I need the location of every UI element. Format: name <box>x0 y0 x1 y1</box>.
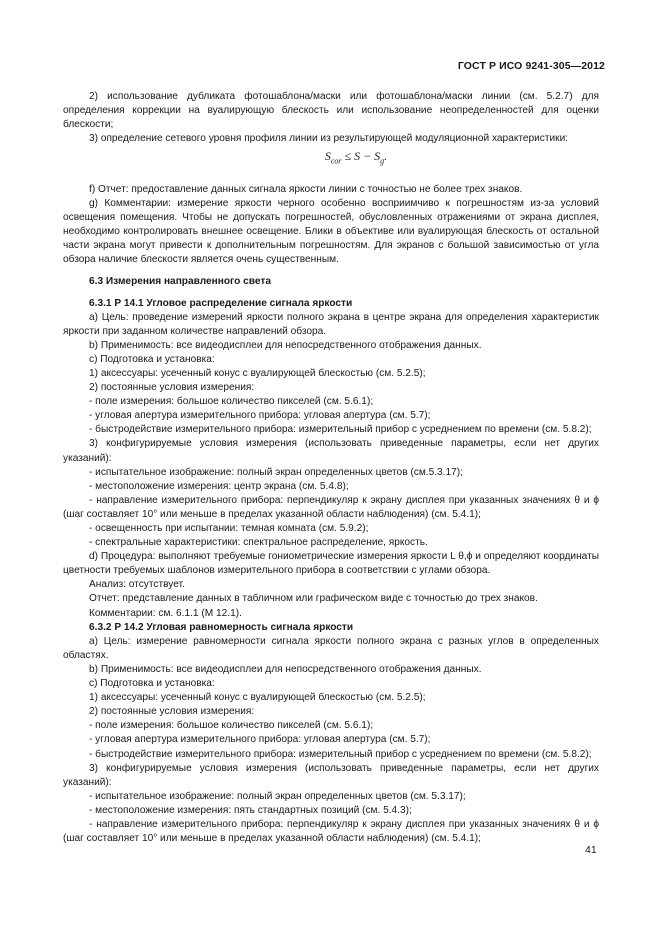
paragraph: 1) аксессуары: усеченный конус с вуалирующей блескостью (см. 5.2.5); <box>89 692 426 704</box>
paragraph: b) Применимость: все видеодисплеи для непосредственного отображения данных. <box>89 339 482 351</box>
paragraph: - поле измерения: большое количество пикселей (см. 5.6.1); <box>89 720 374 732</box>
document-body <box>63 90 599 846</box>
paragraph: - угловая апертура измерительного прибора: угловая апертура (см. 5.7); <box>89 734 431 746</box>
paragraph: - угловая апертура измерительного прибора: угловая апертура (см. 5.7); <box>89 410 431 422</box>
paragraph: - испытательное изображение: полный экран определенных цветов (см. 5.3.17); <box>89 790 466 802</box>
subsection-heading: 6.3.2 Р 14.2 Угловая равномерность сигнала яркости <box>89 621 354 633</box>
paragraph: 2) использование дубликата фотошаблона/маски или фотошаблона/маски линии (см. 5.2.7) для определения коррекции на вуалирующую блескость или использование неопределенностей для оценки блескости; <box>63 91 599 131</box>
paragraph: - быстродействие измерительного прибора: измерительный прибор с усреднением по времени (см. 5.8.2); <box>89 748 592 760</box>
paragraph: - местоположение измерения: центр экрана (см. 5.4.8); <box>89 480 349 492</box>
paragraph: 2) постоянные условия измерения: <box>89 706 255 718</box>
paragraph: 3) конфигурируемые условия измерения (использовать приведенные параметры, если нет других указаний): <box>63 438 599 464</box>
paragraph: а) Цель: проведение измерений яркости полного экрана в центре экрана для определения характеристик яркости при заданном количестве направлений обзора. <box>63 311 599 337</box>
paragraph: 3) определение сетевого уровня профиля линии из результирующей модуляционной характеристики: <box>89 133 569 145</box>
paragraph: - быстродействие измерительного прибора: измерительный прибор с усреднением по времени (см. 5.8.2); <box>89 424 592 436</box>
paragraph: c) Подготовка и установка: <box>89 678 215 690</box>
paragraph: 3) конфигурируемые условия измерения (использовать приведенные параметры, если нет других указаний): <box>63 762 599 788</box>
paragraph: - поле измерения: большое количество пикселей (см. 5.6.1); <box>89 396 374 408</box>
paragraph: Комментарии: см. 6.1.1 (М 12.1). <box>89 607 242 619</box>
paragraph: а) Цель: измерение равномерности сигнала яркости полного экрана с разных углов в определенных областях. <box>63 635 599 661</box>
formula: $S_{cor} \le S - S_g$. <box>324 149 388 166</box>
paragraph: 2) постоянные условия измерения: <box>89 382 255 394</box>
section-heading: 6.3 Измерения направленного света <box>89 276 271 288</box>
standard-header: ГОСТ Р ИСО 9241-305—2012 <box>457 60 605 72</box>
paragraph: d) Процедура: выполняют требуемые гониометрические измерения яркости L θ,ϕ и определяют координаты цветности требуемых шаблонов измерительного прибора в соответствии с углами обзора. <box>63 551 599 577</box>
paragraph: Анализ: отсутствует. <box>89 579 185 591</box>
paragraph: - испытательное изображение: полный экран определенных цветов (см.5.3.17); <box>89 466 463 478</box>
paragraph: - освещенность при испытании: темная комната (см. 5.9.2); <box>89 523 369 535</box>
paragraph: - спектральные характеристики: спектральное распределение, яркость. <box>89 537 428 549</box>
paragraph: 1) аксессуары: усеченный конус с вуалирующей блескостью (см. 5.2.5); <box>89 367 426 379</box>
paragraph: b) Применимость: все видеодисплеи для непосредственного отображения данных. <box>89 663 482 675</box>
paragraph: - направление измерительного прибора: перпендикуляр к экрану дисплея при указанных значениях θ и ϕ (шаг составляет 10° или меньше в пределах указанной области наблюдения) (см. 5.4.1); <box>63 494 599 520</box>
paragraph: Отчет: представление данных в табличном или графическом виде с точностью до трех знаков. <box>89 593 538 605</box>
page-number: 41 <box>585 844 597 856</box>
paragraph: g) Комментарии: измерение яркости черного особенно восприимчиво к погрешностям из-за условий освещения помещения. Чтобы не допускать погрешностей, обусловленных отражениями от экрана дисплея, необходимо контролировать внешнее освещение. Блики в объективе или вуалирующая блескость от остальной части экрана могут привести к дополнительным погрешностям. Для экранов с большой зависимостью от угла обзора наличие блескости является очень существенным. <box>63 197 599 266</box>
paragraph: - местоположение измерения: пять стандартных позиций (см. 5.4.3); <box>89 804 412 816</box>
paragraph: - направление измерительного прибора: перпендикуляр к экрану дисплея при указанных значениях θ и ϕ (шаг составляет 10° или меньше в пределах указанной области наблюдения) (см. 5.4.1); <box>63 818 599 845</box>
subsection-heading: 6.3.1 Р 14.1 Угловое распределение сигнала яркости <box>89 297 353 309</box>
paragraph: f) Отчет: предоставление данных сигнала яркости линии с точностью не более трех знаков. <box>89 183 523 195</box>
paragraph: c) Подготовка и установка: <box>89 353 215 365</box>
